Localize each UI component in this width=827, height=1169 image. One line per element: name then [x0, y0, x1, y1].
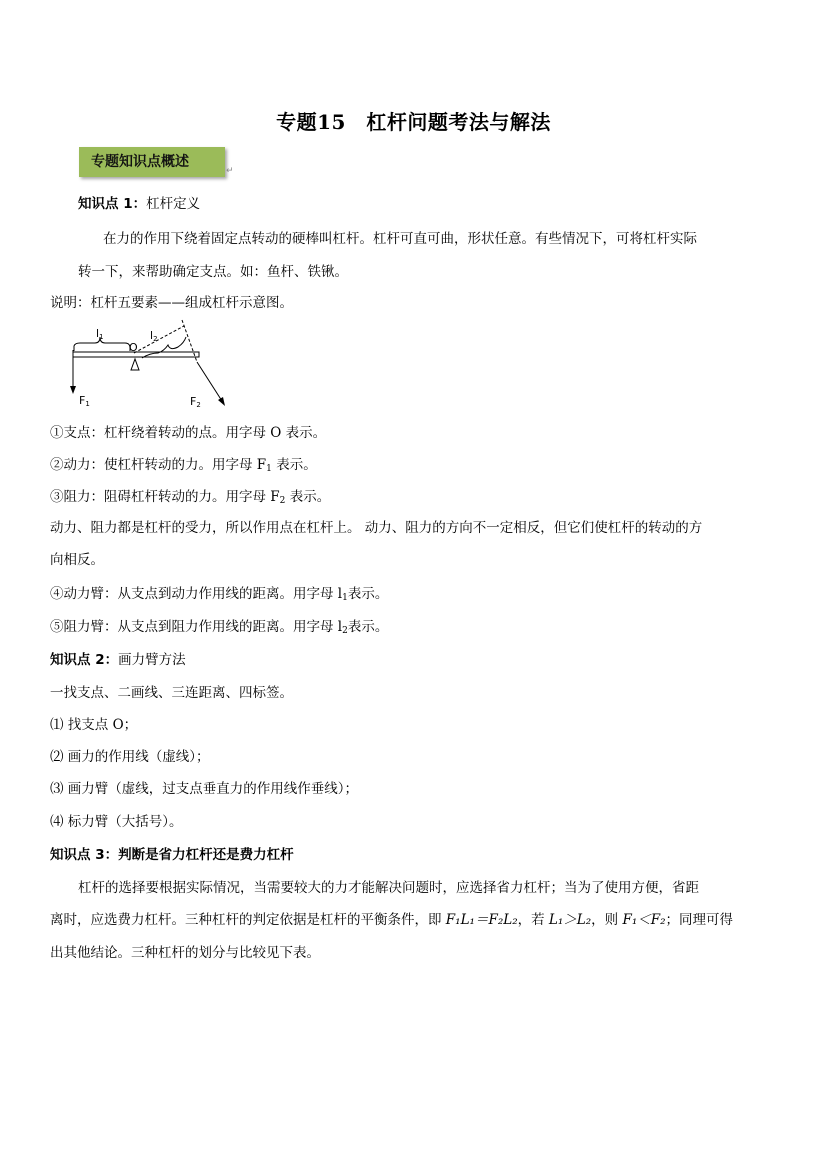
kp3-heading	[50, 843, 294, 863]
kp1-note: 说明：杠杆五要素——组成杠杆示意图。	[50, 295, 293, 311]
element-1: ①支点：杠杆绕着转动的点。用字母 O 表示。	[50, 425, 327, 441]
f2-arrowhead	[218, 397, 225, 406]
balance-equation: F₁L₁＝F₂L₂	[445, 912, 518, 928]
section-banner-label: 专题知识点概述	[91, 154, 189, 170]
kp1-label: 知识点 1：	[78, 196, 147, 212]
kp3-title: 判断是省力杠杆还是费力杠杆	[118, 847, 294, 863]
kp2-step-3: ⑶ 画力臂（虚线，过支点垂直力的作用线作垂线）；	[50, 781, 359, 797]
section-banner	[79, 147, 225, 177]
kp3-line1: 杠杆的选择要根据实际情况，当需要较大的力才能解决问题时，应选择省力杠杆；当为了使用方便，省距	[78, 880, 699, 896]
kp2-step-2: ⑵ 画力的作用线（虚线）；	[50, 749, 210, 765]
kp2-heading	[50, 648, 186, 668]
kp2-title: 画力臂方法	[118, 652, 186, 668]
kp2-intro: 一找支点、二画线、三连距离、四标签。	[50, 685, 293, 701]
paragraph-mark-icon: ↵	[226, 166, 234, 176]
f1-arrowhead	[70, 386, 76, 394]
kp2-label: 知识点 2：	[50, 652, 119, 668]
label-f2: F2	[190, 395, 201, 409]
label-o: O	[129, 341, 138, 354]
l2-arm	[134, 326, 184, 353]
kp1-paragraph-line2: 转一下，来帮助确定支点。如：鱼杆、铁锹。	[78, 264, 348, 280]
kp2-step-4: ⑷ 标力臂（大括号）。	[50, 814, 183, 830]
lever-diagram	[60, 315, 240, 411]
kp3-line2: 离时，应选费力杠杆。三种杠杆的判定依据是杠杆的平衡条件，即 F₁L₁＝F₂L₂，若 L₁＞L₂，则 F₁＜F₂；同理可得	[50, 912, 734, 928]
f2-arrow-line	[197, 362, 222, 401]
l2-brace	[142, 337, 186, 358]
fulcrum-triangle	[131, 359, 139, 370]
elements-note-line1: 动力、阻力都是杠杆的受力，所以作用点在杠杆上。 动力、阻力的方向不一定相反，但它们使杠杆的转动的方	[50, 520, 703, 536]
page-title: 专题15 杠杆问题考法与解法	[276, 110, 551, 134]
kp2-step-1: ⑴ 找支点 O；	[50, 717, 138, 733]
element-3: ③阻力：阻碍杠杆转动的力。用字母 $F_2$ 表示。	[50, 489, 331, 506]
kp1-title: 杠杆定义	[146, 196, 201, 212]
element-2: ②动力：使杠杆转动的力。用字母 $F_1$ 表示。	[50, 457, 317, 474]
result-forces: F₁＜F₂	[622, 912, 666, 928]
element-5: ⑤阻力臂：从支点到阻力作用线的距离。用字母 $l_2$表示。	[50, 619, 389, 636]
kp1-paragraph-line1: 在力的作用下绕着固定点转动的硬棒叫杠杆。杠杆可直可曲，形状任意。有些情况下，可将杠杆实际	[103, 231, 697, 247]
label-l2: l2	[150, 329, 158, 343]
label-f1: F1	[79, 394, 90, 408]
kp1-heading	[78, 192, 200, 212]
kp3-label: 知识点 3：	[50, 847, 119, 863]
label-l1: l1	[96, 327, 104, 341]
element-4: ④动力臂：从支点到动力作用线的距离。用字母 $l_1$表示。	[50, 586, 389, 603]
condition-arms: L₁＞L₂	[548, 912, 592, 928]
elements-note-line2: 向相反。	[50, 552, 104, 568]
kp3-line3: 出其他结论。三种杠杆的划分与比较见下表。	[50, 945, 320, 961]
